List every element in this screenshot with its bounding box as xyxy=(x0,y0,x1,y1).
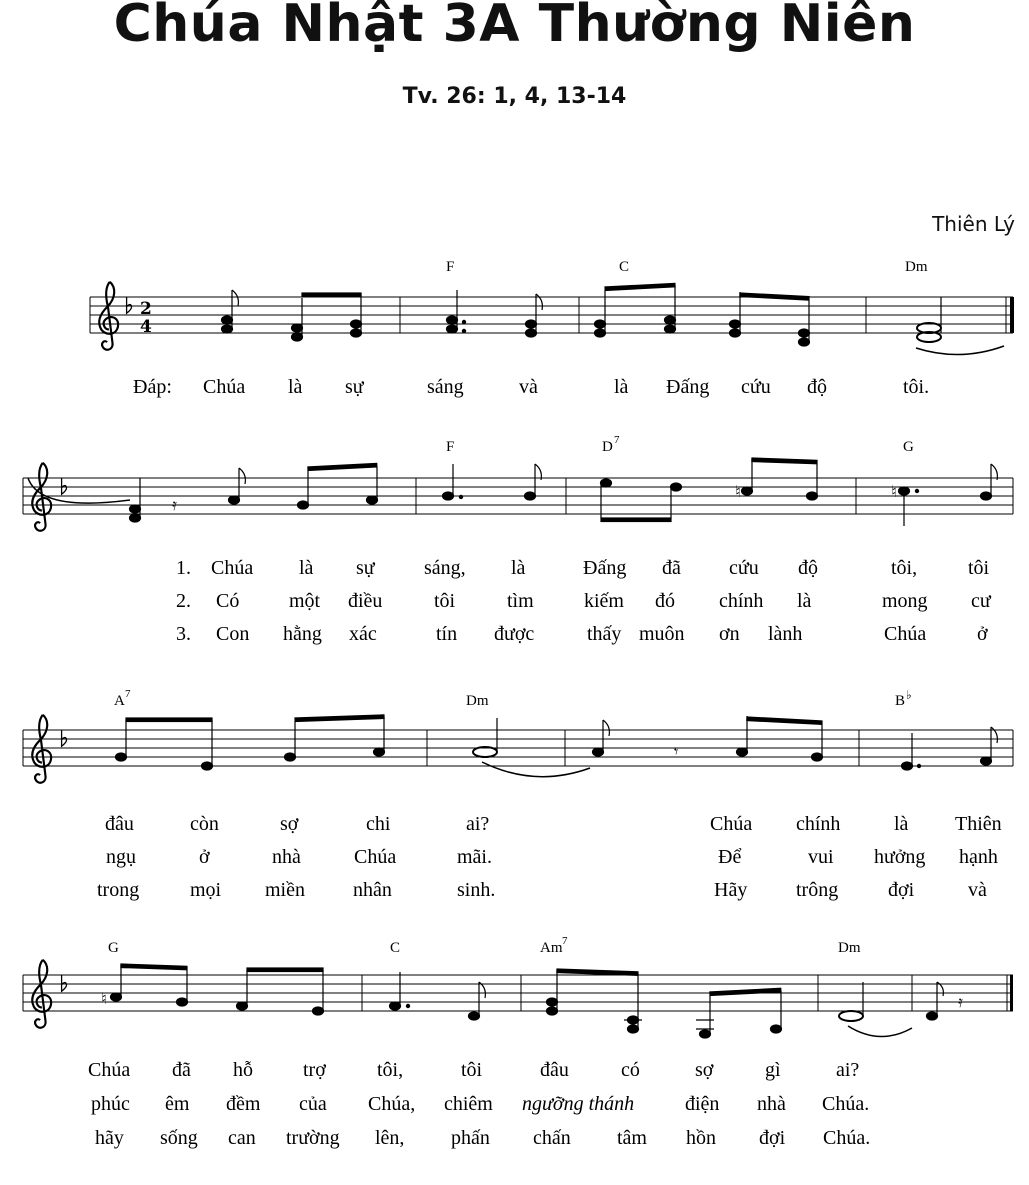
chord-symbol: A xyxy=(114,693,125,709)
lyric-syllable: 3. xyxy=(176,623,191,645)
lyric-syllable: hưởng xyxy=(874,846,926,868)
lyric-syllable: Đấng xyxy=(666,376,710,398)
lyric-syllable: Con xyxy=(216,623,250,645)
composer-name: Thiên Lý xyxy=(932,212,1015,236)
flat-sign-icon xyxy=(62,975,67,991)
lyric-syllable: ai? xyxy=(466,813,490,835)
lyric-syllable: đâu xyxy=(540,1059,569,1081)
lyric-syllable: mọi xyxy=(190,879,222,901)
chords-system-3 xyxy=(114,688,912,709)
time-sig-bottom: 4 xyxy=(140,317,152,337)
chord-symbol: G xyxy=(108,940,119,956)
lyrics-system-4 xyxy=(88,1059,870,1149)
chords-system-4 xyxy=(108,935,861,956)
chord-symbol: F xyxy=(446,439,455,455)
lyric-syllable: sự xyxy=(345,376,364,398)
lyric-syllable: vui xyxy=(808,846,834,868)
lyric-syllable: ở xyxy=(199,846,210,868)
lyric-syllable: phấn xyxy=(451,1127,490,1149)
lyric-syllable: hằng xyxy=(283,623,322,645)
lyric-syllable: trong xyxy=(97,879,140,901)
lyric-syllable: chiêm xyxy=(444,1093,493,1115)
lyric-syllable: nhà xyxy=(272,846,301,868)
lyric-syllable: nhân xyxy=(353,879,392,901)
lyric-syllable: sáng, xyxy=(424,557,466,579)
lyric-syllable: đâu xyxy=(105,813,134,835)
lyric-syllable: hãy xyxy=(95,1127,124,1149)
psalm-reference: Tv. 26: 1, 4, 13-14 xyxy=(402,84,627,109)
lyric-syllable: tôi xyxy=(968,557,990,579)
lyric-syllable: cư xyxy=(971,590,991,612)
lyric-syllable: tôi xyxy=(434,590,456,612)
lyric-syllable: tín xyxy=(436,623,458,645)
notes-system-3 xyxy=(116,715,998,777)
lyric-syllable: và xyxy=(519,376,538,398)
svg-text:♮: ♮ xyxy=(891,482,897,501)
lyric-syllable: lên, xyxy=(375,1127,405,1149)
lyric-syllable: của xyxy=(299,1093,327,1115)
lyric-syllable: xác xyxy=(349,623,377,645)
chord-superscript: 7 xyxy=(125,688,131,700)
lyric-syllable: Chúa xyxy=(710,813,753,835)
staff-system-4 xyxy=(23,935,1013,1149)
lyric-syllable: tôi. xyxy=(903,376,930,398)
lyrics-system-3 xyxy=(97,813,1002,901)
chord-superscript: 7 xyxy=(614,434,620,446)
lyric-syllable: Có xyxy=(216,590,240,612)
lyric-syllable: 1. xyxy=(176,557,191,579)
lyric-syllable: chấn xyxy=(533,1127,571,1149)
flat-sign-icon xyxy=(127,297,132,313)
lyric-syllable-italic: ngưỡng thánh xyxy=(522,1093,635,1115)
lyric-syllable: muôn xyxy=(639,623,685,645)
lyric-syllable: đó xyxy=(655,590,675,612)
lyric-syllable: tâm xyxy=(617,1127,647,1149)
lyric-syllable: tôi xyxy=(461,1059,483,1081)
lyric-syllable: tôi, xyxy=(377,1059,404,1081)
lyric-syllable: còn xyxy=(190,813,219,835)
lyric-syllable: đềm xyxy=(226,1093,261,1115)
svg-text:𝄿: 𝄿 xyxy=(172,495,177,514)
chord-symbol: B xyxy=(895,693,906,709)
lyric-syllable: có xyxy=(621,1059,640,1081)
lyric-syllable: can xyxy=(228,1127,256,1149)
lyric-syllable: là xyxy=(614,376,629,398)
lyrics-system-2 xyxy=(176,557,992,645)
lyric-syllable: Đấng xyxy=(583,557,627,579)
treble-clef-icon xyxy=(32,960,51,1028)
notes-system-1 xyxy=(222,283,1005,354)
lyric-syllable: phúc xyxy=(91,1093,130,1115)
lyric-syllable: Chúa xyxy=(884,623,927,645)
chord-symbol: Dm xyxy=(838,940,861,956)
lyric-syllable: là xyxy=(797,590,812,612)
lyric-syllable: ơn xyxy=(719,623,740,645)
time-sig-top: 2 xyxy=(140,299,152,319)
lyric-syllable: sự xyxy=(356,557,375,579)
lyric-syllable: kiếm xyxy=(584,590,624,612)
lyric-syllable: Chúa. xyxy=(822,1093,870,1115)
flat-sign-icon xyxy=(62,478,67,494)
lyric-syllable: nhà xyxy=(757,1093,786,1115)
chord-symbol: D xyxy=(602,439,613,455)
lyric-syllable: Chúa xyxy=(203,376,246,398)
lyric-syllable: tìm xyxy=(507,590,534,612)
treble-clef-icon xyxy=(32,715,51,783)
lyric-syllable: Để xyxy=(718,846,742,868)
lyric-syllable: một xyxy=(289,590,321,612)
chord-superscript: ♭ xyxy=(906,688,912,702)
lyric-syllable: Chúa. xyxy=(823,1127,871,1149)
lyric-syllable: Chúa xyxy=(211,557,254,579)
staff-system-1 xyxy=(90,259,1014,398)
lyric-syllable: Hãy xyxy=(714,879,748,901)
lyric-syllable: miền xyxy=(265,879,305,901)
chord-symbol: C xyxy=(390,940,401,956)
lyric-syllable: sống xyxy=(160,1127,198,1149)
lyric-syllable: là xyxy=(299,557,314,579)
lyric-syllable: là xyxy=(288,376,303,398)
svg-text:𝄾: 𝄾 xyxy=(674,742,679,761)
lyric-syllable: Chúa, xyxy=(368,1093,416,1115)
chord-symbol: G xyxy=(903,439,914,455)
lyric-syllable: đã xyxy=(662,557,681,579)
lyric-syllable: mãi. xyxy=(457,846,492,868)
lyric-syllable: hồn xyxy=(686,1127,716,1149)
lyric-syllable: tôi, xyxy=(891,557,918,579)
flat-sign-icon xyxy=(62,730,67,746)
lyric-syllable: chính xyxy=(719,590,764,612)
lyric-syllable: êm xyxy=(165,1093,190,1115)
chord-symbol: C xyxy=(619,259,630,275)
lyric-syllable: mong xyxy=(882,590,928,612)
staff-system-3 xyxy=(23,688,1013,901)
lyric-syllable: Đáp: xyxy=(133,376,172,398)
lyric-syllable: và xyxy=(968,879,987,901)
lyric-syllable: lành xyxy=(768,623,803,645)
lyric-syllable: chính xyxy=(796,813,841,835)
lyric-syllable: điều xyxy=(348,590,383,612)
lyric-syllable: độ xyxy=(807,376,827,398)
lyric-syllable: Chúa xyxy=(88,1059,131,1081)
lyric-syllable: đã xyxy=(172,1059,191,1081)
lyric-syllable: đợi xyxy=(759,1127,786,1149)
chords-system-1 xyxy=(446,259,928,275)
lyric-syllable: ai? xyxy=(836,1059,860,1081)
chord-superscript: 7 xyxy=(562,935,568,947)
lyric-syllable: sợ xyxy=(280,813,299,835)
lyric-syllable: ngụ xyxy=(106,846,136,868)
chord-symbol: Am xyxy=(540,940,563,956)
svg-text:♮: ♮ xyxy=(735,482,741,501)
lyric-syllable: sáng xyxy=(427,376,464,398)
chords-system-2 xyxy=(446,434,914,455)
lyric-syllable: trường xyxy=(286,1127,340,1149)
svg-text:𝄿: 𝄿 xyxy=(958,992,963,1011)
lyric-syllable: gì xyxy=(765,1059,781,1081)
lyric-syllable: 2. xyxy=(176,590,191,612)
lyric-syllable: ở xyxy=(977,623,988,645)
chord-symbol: F xyxy=(446,259,455,275)
lyric-syllable: hạnh xyxy=(959,846,998,868)
chord-symbol: Dm xyxy=(466,693,489,709)
lyrics-system-1 xyxy=(133,376,929,398)
notes-system-2 xyxy=(28,458,997,526)
lyric-syllable: Chúa xyxy=(354,846,397,868)
lyric-syllable: điện xyxy=(685,1093,720,1115)
lyric-syllable: độ xyxy=(798,557,818,579)
lyric-syllable: là xyxy=(894,813,909,835)
song-title: Chúa Nhật 3A Thường Niên xyxy=(113,0,916,54)
chord-symbol: Dm xyxy=(905,259,928,275)
treble-clef-icon xyxy=(99,282,118,350)
lyric-syllable: Thiên xyxy=(955,813,1002,835)
lyric-syllable: được xyxy=(494,623,535,645)
lyric-syllable: sinh. xyxy=(457,879,496,901)
lyric-syllable: trợ xyxy=(303,1059,326,1081)
lyric-syllable: cứu xyxy=(741,376,771,398)
lyric-syllable: sợ xyxy=(695,1059,714,1081)
lyric-syllable: thấy xyxy=(587,623,622,645)
lyric-syllable: cứu xyxy=(729,557,759,579)
lyric-syllable: trông xyxy=(796,879,839,901)
lyric-syllable: chi xyxy=(366,813,391,835)
svg-text:♮: ♮ xyxy=(101,989,107,1008)
lyric-syllable: là xyxy=(511,557,526,579)
lyric-syllable: đợi xyxy=(888,879,915,901)
staff-system-2 xyxy=(23,434,1013,645)
lyric-syllable: hỗ xyxy=(233,1059,253,1081)
